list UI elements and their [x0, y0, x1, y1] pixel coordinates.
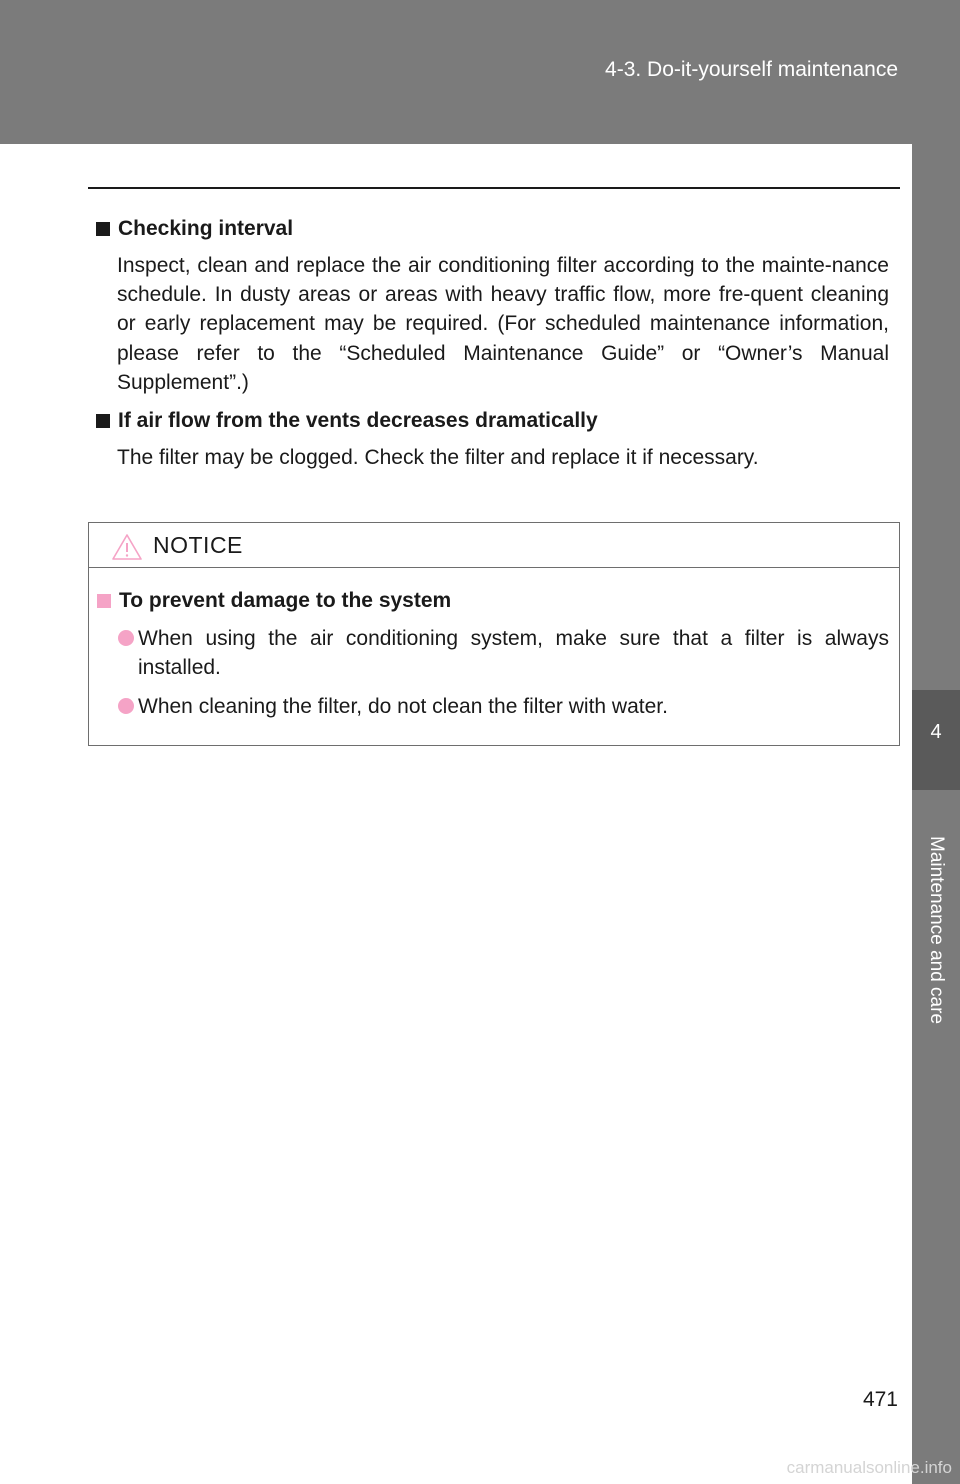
section-body: The filter may be clogged. Check the filter and replace it if necessary. — [117, 446, 759, 470]
square-bullet-icon — [96, 222, 110, 236]
section-heading — [96, 214, 889, 244]
section-heading — [96, 406, 889, 436]
section-title: 4-3. Do-it-yourself maintenance — [605, 58, 898, 81]
square-bullet-icon — [97, 594, 111, 608]
side-tab-upper — [912, 144, 960, 690]
main-content — [96, 214, 889, 472]
watermark: carmanualsonline.info — [786, 1458, 952, 1477]
chapter-label: Maintenance and care — [926, 835, 947, 1025]
notice-title: NOTICE — [153, 532, 243, 558]
circle-bullet-icon — [118, 630, 134, 646]
square-bullet-icon — [96, 414, 110, 428]
top-divider — [88, 187, 900, 189]
notice-subheading-text: To prevent damage to the system — [119, 589, 452, 612]
notice-bullet — [97, 692, 889, 721]
notice-bullet-text: When cleaning the filter, do not clean the filter with water. — [138, 695, 668, 718]
notice-body — [89, 568, 899, 721]
section-body: Inspect, clean and replace the air conditioning filter according to the mainte-nance schedule. In dusty areas or areas with heavy traffic flow, more fre-quent cleaning or early replacement may be required. (For scheduled maintenance information, please refer to the “Scheduled Maintenance Guide” or “Owner’s Manual Supplement”.) — [117, 254, 889, 394]
notice-subheading — [97, 586, 889, 616]
circle-bullet-icon — [118, 698, 134, 714]
section-heading-text: Checking interval — [118, 217, 294, 240]
warning-triangle-icon — [111, 533, 143, 561]
page-number: 471 — [862, 1388, 898, 1411]
notice-bullet — [97, 624, 889, 682]
section-heading-text: If air flow from the vents decreases dramatically — [118, 409, 598, 433]
notice-bullet-text: When using the air conditioning system, make sure that a filter is always installed. — [138, 627, 889, 679]
notice-header — [89, 523, 899, 568]
chapter-number-tab: 4 — [912, 690, 960, 790]
notice-box — [88, 522, 900, 746]
